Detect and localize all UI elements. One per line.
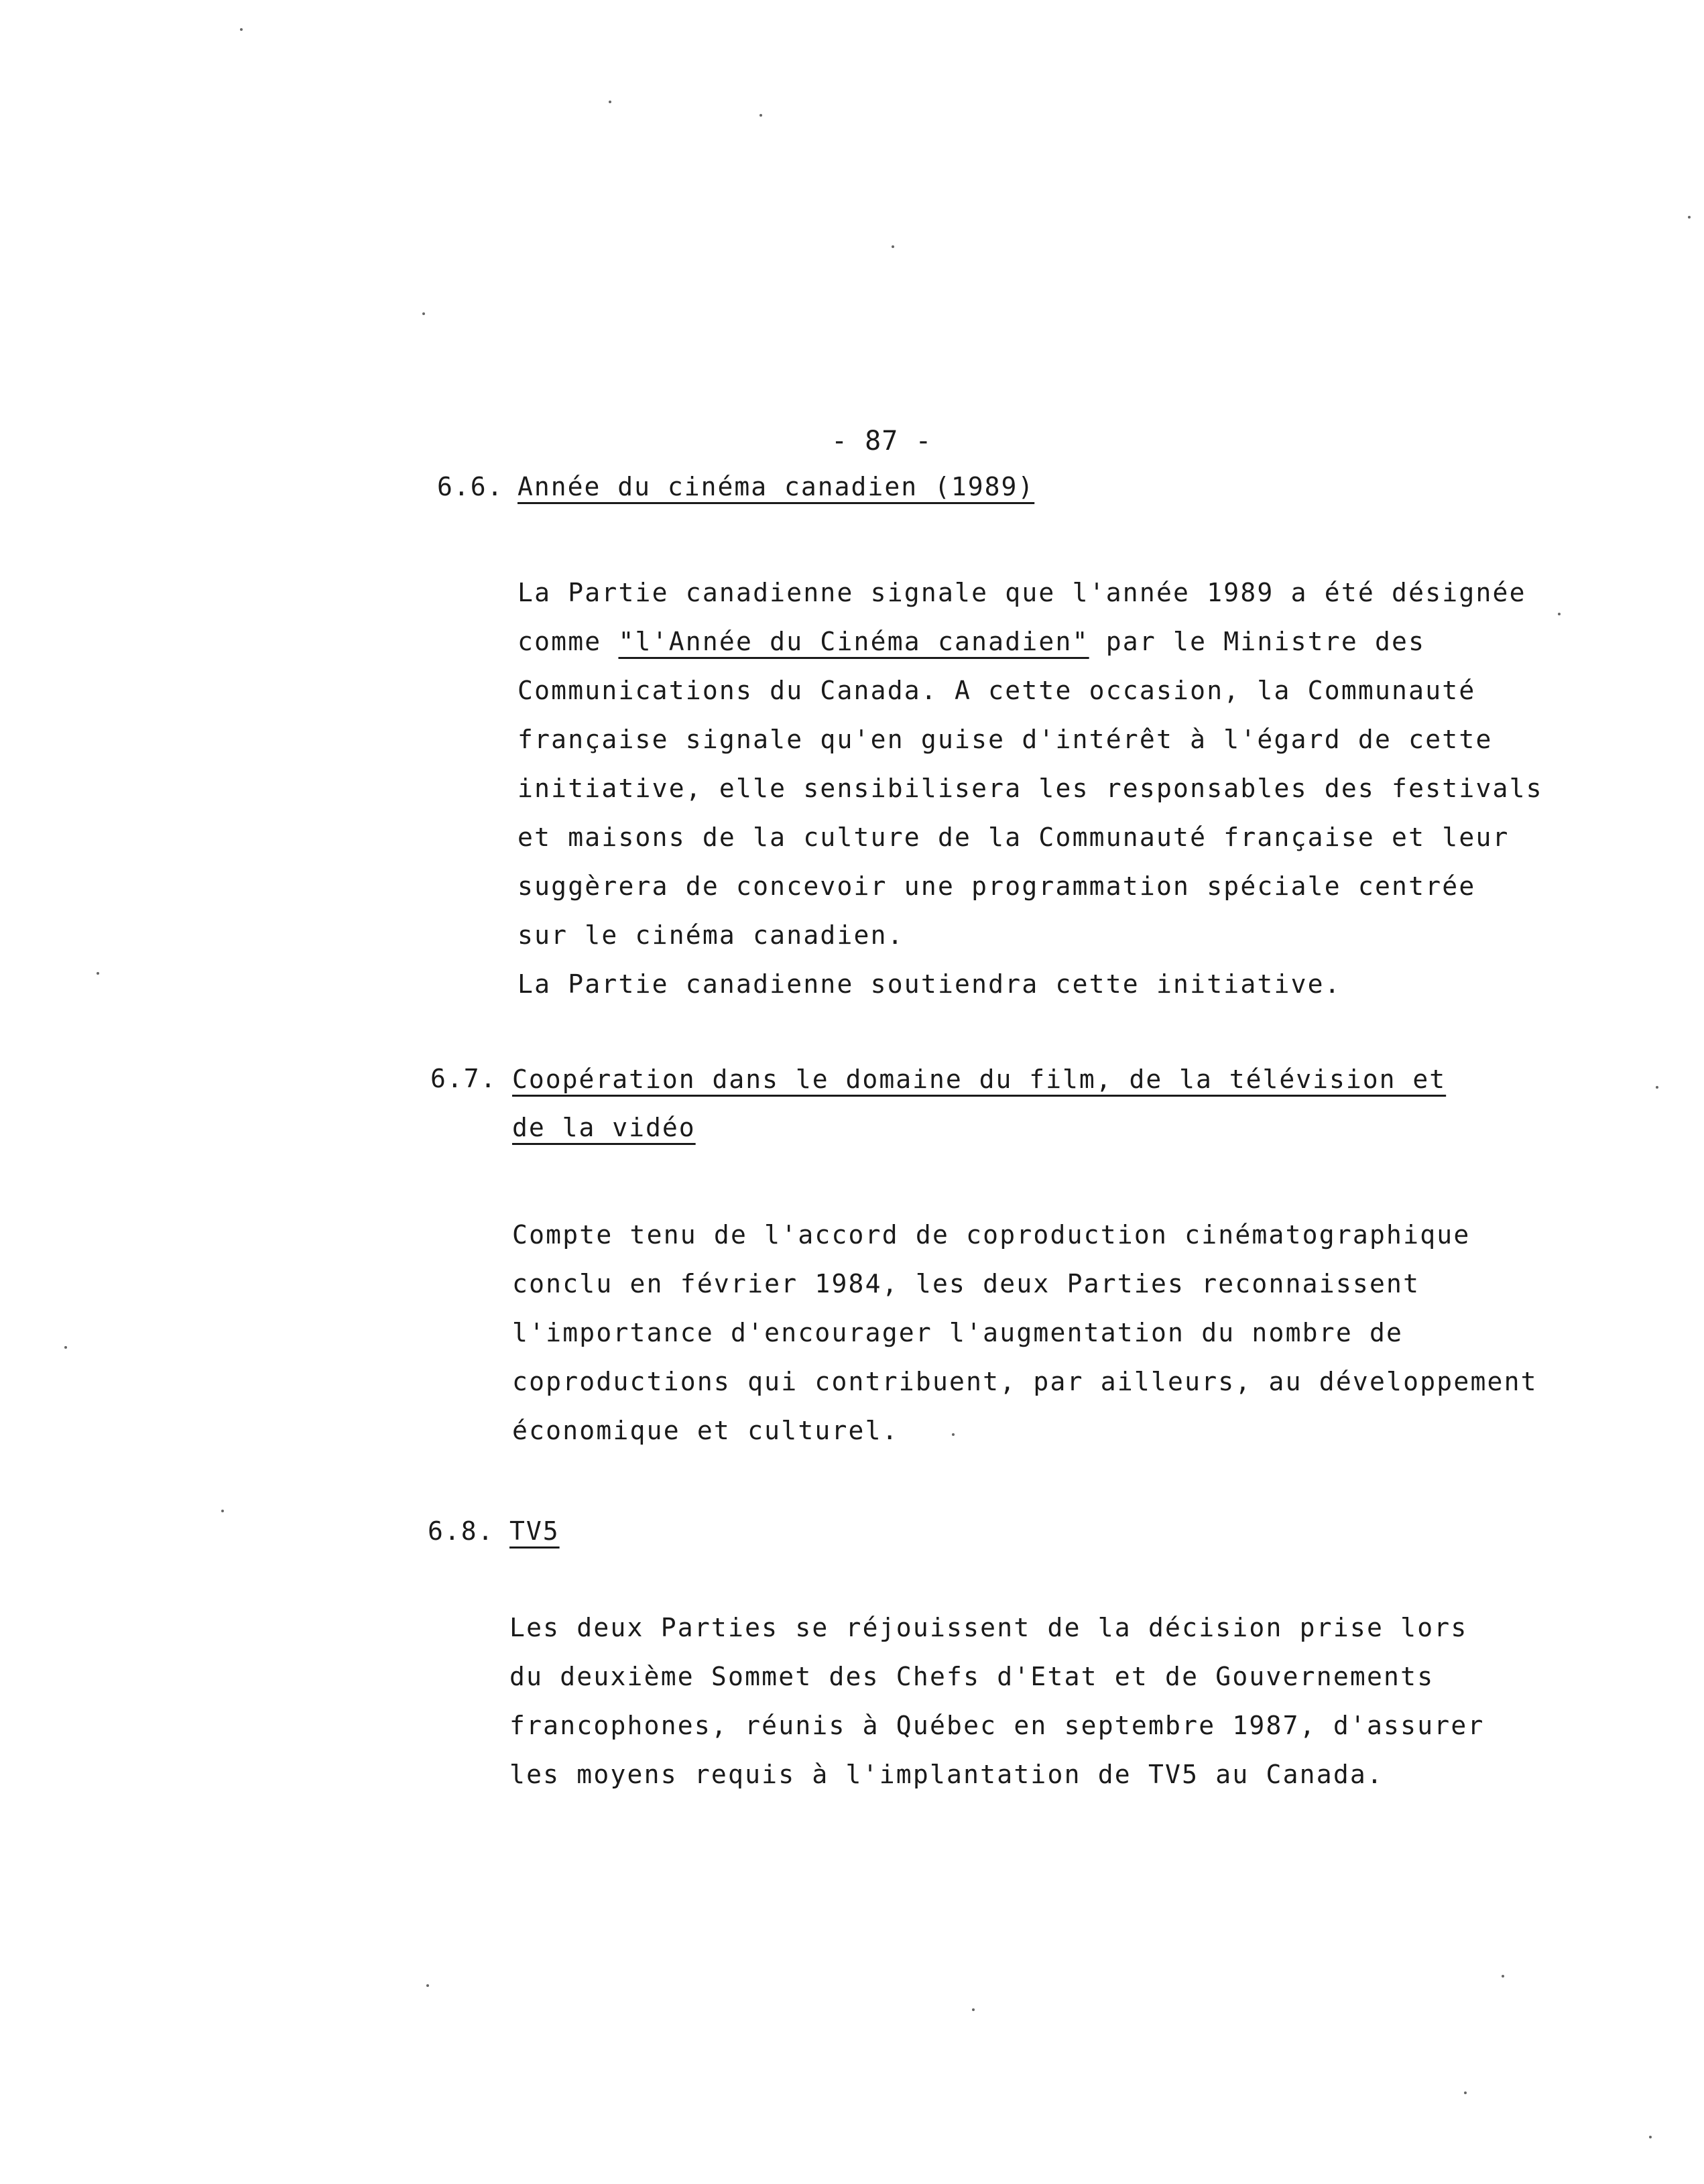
section-paragraph [518,568,1543,1009]
page-number: - 87 - [831,426,932,457]
section-number: 6.8. [428,1516,495,1546]
scan-speck [609,101,611,103]
paragraph-line: française signale qu'en guise d'intérêt à l'égard de cette [518,725,1493,754]
section-title [512,1055,1446,1152]
scan-speck [240,28,243,31]
section-title-line: de la vidéo [512,1113,696,1142]
line-text: comme [518,627,619,656]
paragraph-line: Les deux Parties se réjouissent de la décision prise lors [509,1613,1468,1642]
scan-speck [1464,2091,1467,2094]
section-number: 6.7. [430,1064,497,1093]
scan-speck [972,2008,975,2011]
paragraph-line: La Partie canadienne soutiendra cette initiative. [518,969,1341,999]
scan-speck [1649,2136,1652,2138]
scan-speck [422,312,425,315]
scan-speck [1688,216,1691,219]
section-title: TV5 [509,1516,560,1546]
paragraph-line: conclu en février 1984, les deux Parties reconnaissent [512,1269,1420,1298]
paragraph-line: du deuxième Sommet des Chefs d'Etat et de Gouvernements [509,1662,1435,1691]
paragraph-line: et maisons de la culture de la Communauté française et leur [518,823,1510,852]
paragraph-line: suggèrera de concevoir une programmation spéciale centrée [518,871,1476,901]
paragraph-line: l'importance d'encourager l'augmentation du nombre de [512,1318,1404,1347]
section-title-line: Coopération dans le domaine du film, de la télévision et [512,1065,1447,1094]
paragraph-line: initiative, elle sensibilisera les responsables des festivals [518,774,1543,803]
section-paragraph [509,1603,1485,1799]
section-number: 6.6. [437,472,504,501]
paragraph-line: économique et culturel. [512,1416,899,1445]
scan-speck [64,1346,67,1349]
scan-speck [97,972,99,975]
paragraph-line: Compte tenu de l'accord de coproduction cinématographique [512,1220,1471,1250]
scan-speck [1502,1975,1504,1978]
scan-speck [1656,1086,1658,1089]
section-paragraph [512,1211,1538,1455]
line-text: par le Ministre des [1089,627,1426,656]
quoted-title: "l'Année du Cinéma canadien" [618,627,1089,656]
section-title: Année du cinéma canadien (1989) [518,472,1035,501]
scan-speck [759,114,762,117]
paragraph-line: coproductions qui contribuent, par ailleurs, au développement [512,1367,1538,1396]
scan-speck [426,1984,429,1987]
paragraph-line: sur le cinéma canadien. [518,920,904,950]
paragraph-line: francophones, réunis à Québec en septembre 1987, d'assurer [509,1711,1485,1740]
scan-speck [952,1433,955,1436]
paragraph-line [518,617,1543,666]
scan-speck [892,245,894,248]
scan-speck [221,1510,224,1512]
paragraph-line: Communications du Canada. A cette occasion, la Communauté [518,676,1476,705]
paragraph-line: La Partie canadienne signale que l'année 1989 a été désignée [518,578,1526,607]
paragraph-line: les moyens requis à l'implantation de TV5 au Canada. [509,1760,1384,1789]
scan-speck [1558,613,1561,615]
